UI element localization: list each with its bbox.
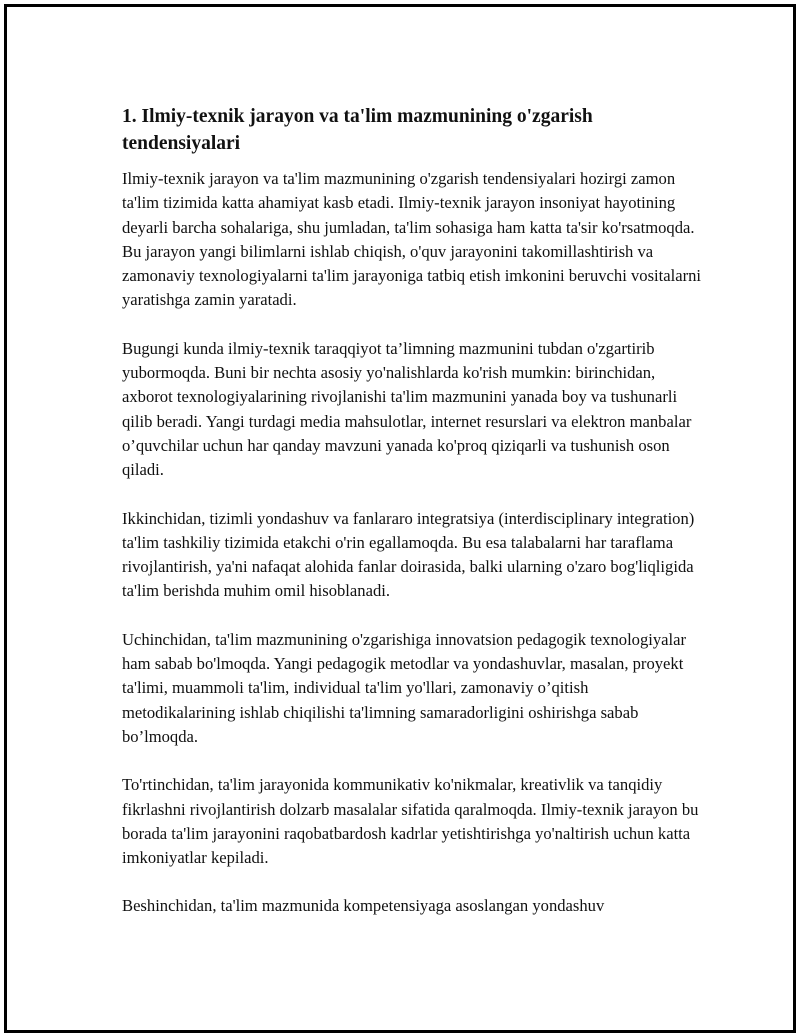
paragraph-first-direction: Bugungi kunda ilmiy-texnik taraqqiyot ta’limning mazmunini tubdan o'zgartirib yubormoqda. Buni bir nechta asosiy yo'nalishlarda ko'rish mumkin: birinchidan, axborot texnologiyalarining rivojlanishi ta'lim mazmunini yanada boy va tushunarli qilib beradi. Yangi turdagi media mahsulotlar, internet resurslari va elektron manbalar o’quvchilar uchun har qanday mavzuni yanada ko'proq qiziqarli va tushunish oson qiladi. — [122, 338, 692, 480]
page-border — [4, 4, 796, 1033]
section-heading: 1. Ilmiy-texnik jarayon va ta'lim mazmunining o'zgarish tendensiyalari — [122, 106, 593, 154]
paragraph-fourth-direction: To'rtinchidan, ta'lim jarayonida kommunikativ ko'nikmalar, kreativlik va tanqidiy fikrlashni rivojlantirish dolzarb masalalar sifatida qaralmoqda. Ilmiy-texnik jarayon bu borada ta'lim jarayonini raqobatbardosh kadrlar yetishtirishga yo'naltirish uchun katta imkoniyatlar kepiladi. — [122, 775, 699, 868]
paragraph-second-direction: Ikkinchidan, tizimli yondashuv va fanlararo integratsiya (interdisciplinary integration) ta'lim tashkiliy tizimida etakchi o'rin egallamoqda. Bu esa talabalarni har taraflama rivojlantirish, ya'ni nafaqat alohida fanlar doirasida, balki ularning o'zaro bog'liqligida ta'lim berishda muhim omil hisoblanadi. — [122, 508, 695, 601]
paragraph-fifth-direction: Beshinchidan, ta'lim mazmunida kompetensiyaga asoslangan yondashuv — [122, 896, 605, 916]
paragraph-intro: Ilmiy-texnik jarayon va ta'lim mazmunining o'zgarish tendensiyalari hozirgi zamon ta'lim tizimida katta ahamiyat kasb etadi. Ilmiy-texnik jarayon insoniyat hayotining deyarli barcha sohalariga, shu jumladan, ta'lim sohasiga ham katta ta'sir ko'rsatmoqda. Bu jarayon yangi bilimlarni ishlab chiqish, o'quv jarayonini takomillashtirish va zamonaviy texnologiyalarni ta'lim jarayoniga tatbiq etish imkonini beruvchi vositalarni yaratishga zamin yaratadi. — [122, 169, 702, 310]
paragraph-third-direction: Uchinchidan, ta'lim mazmunining o'zgarishiga innovatsion pedagogik texnologiyalar ham sabab bo'lmoqda. Yangi pedagogik metodlar va yondashuvlar, masalan, proyekt ta'limi, muammoli ta'lim, individual ta'lim yo'llari, zamonaviy o’qitish metodikalarining ishlab chiqilishi ta'limning samaradorligini oshirishga sabab bo’lmoqda. — [122, 629, 687, 746]
document-body — [122, 103, 702, 943]
